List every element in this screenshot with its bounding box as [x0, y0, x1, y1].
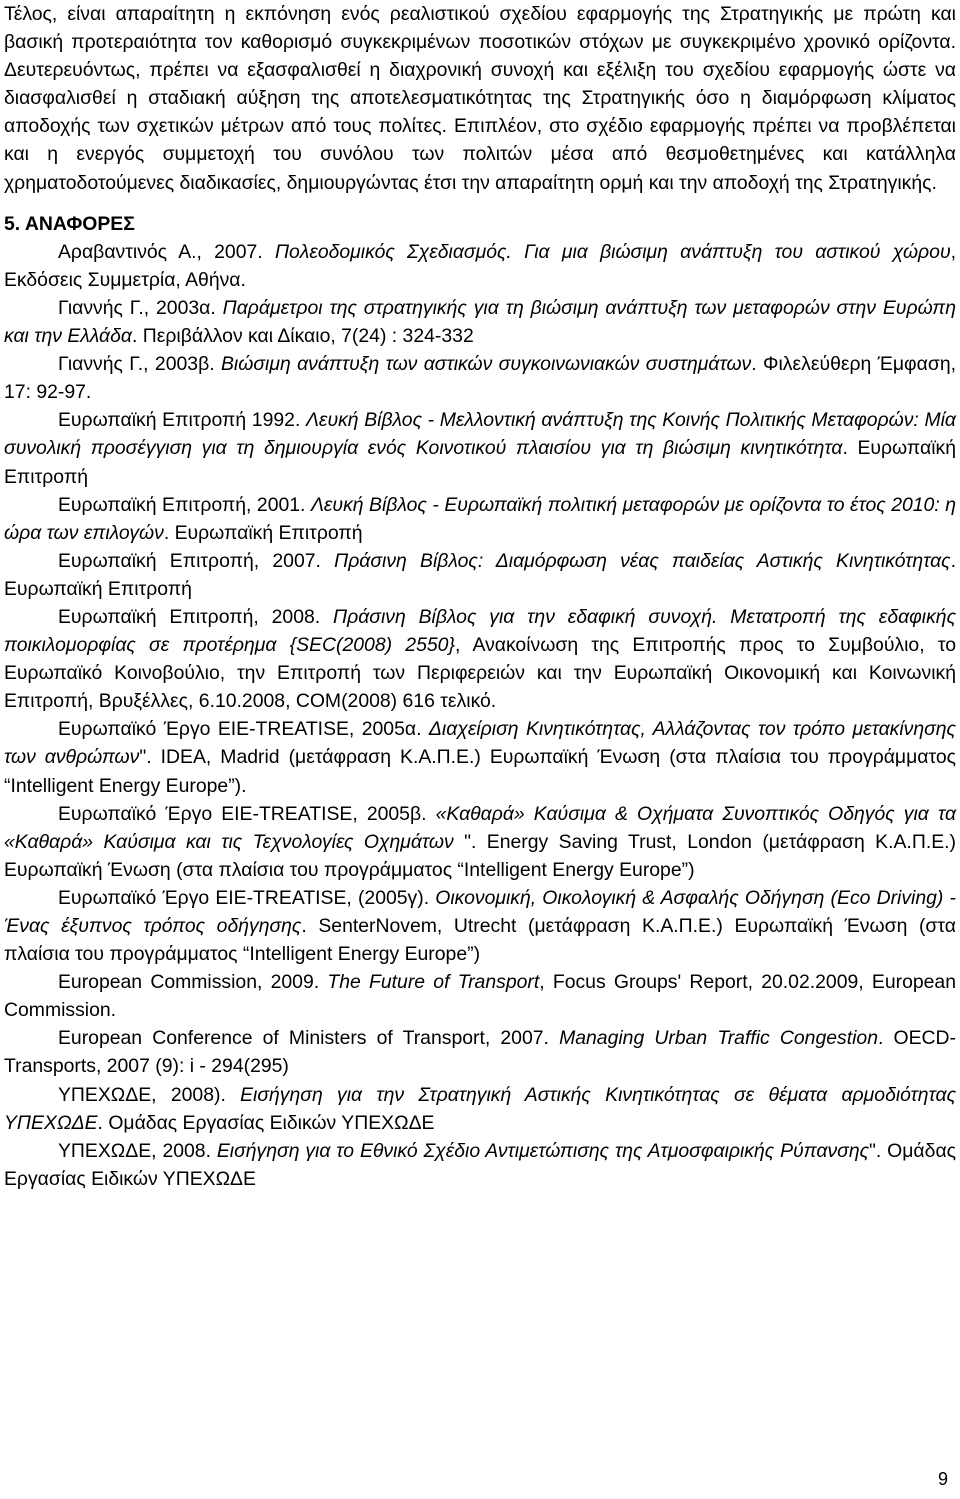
- reference-item: [4, 1081, 956, 1137]
- reference-item: [4, 800, 956, 884]
- reference-details: ". IDEA, Madrid (μετάφραση Κ.Α.Π.Ε.) Ευρωπαϊκή Ένωση (στα πλαίσια του προγράμματος “Intelligent Energy Europe”).: [4, 746, 957, 797]
- reference-title: Managing Urban Traffic Congestion: [559, 1027, 878, 1050]
- reference-title: Παράμετροι της στρατηγικής για τη βιώσιμη ανάπτυξη των μεταφορών στην Ευρώπη και την Ελλάδα: [4, 296, 956, 348]
- reference-author: Ευρωπαϊκό Έργο EIE-TREATISE, (2005γ).: [58, 886, 436, 909]
- reference-item: [4, 350, 956, 406]
- reference-details: , Ανακοίνωση της Επιτροπής προς το Συμβούλιο, το Ευρωπαϊκό Κοινοβούλιο, την Επιτροπή των Περιφερειών και την Ευρωπαϊκή Οικονομική και Κοινωνική Επιτροπή, Βρυξέλλες, 6.10.2008, COM(2008) 616 τελικό.: [4, 634, 956, 713]
- page-number: 9: [938, 1469, 949, 1489]
- reference-details: , Εκδόσεις Συμμετρία, Αθήνα.: [4, 240, 957, 291]
- reference-author: Ευρωπαϊκό Έργο EIE-TREATISE, 2005α.: [58, 718, 429, 741]
- reference-author: Αραβαντινός Α., 2007.: [58, 240, 275, 263]
- reference-author: European Commission, 2009.: [58, 971, 328, 994]
- reference-details: . SenterNovem, Utrecht (μετάφραση Κ.Α.Π.Ε.) Ευρωπαϊκή Ένωση (στα πλαίσια του προγράμματος “Intelligent Energy Europe”): [4, 915, 956, 966]
- reference-title: The Future of Transport: [327, 971, 540, 994]
- reference-item: [4, 294, 956, 350]
- reference-author: Ευρωπαϊκή Επιτροπή 1992.: [58, 409, 306, 432]
- reference-author: Γιαννής Γ., 2003α.: [58, 296, 223, 319]
- reference-details: . Ευρωπαϊκή Επιτροπή: [4, 437, 957, 488]
- reference-title: Οικονομική, Οικολογική & Ασφαλής Οδήγηση (Eco Driving) - Ένας έξυπνος τρόπος οδήγησης: [4, 886, 956, 937]
- reference-author: Ευρωπαϊκό Έργο EIE-TREATISE, 2005β.: [58, 802, 436, 825]
- reference-item: [4, 238, 956, 294]
- references-list: [4, 238, 956, 1193]
- reference-item: [4, 715, 956, 799]
- reference-details: . Φιλελεύθερη Έμφαση, 17: 92-97.: [4, 353, 956, 404]
- reference-details: ". Ομάδας Εργασίας Ειδικών ΥΠΕΧΩΔΕ: [4, 1139, 956, 1190]
- reference-item: [4, 1137, 956, 1193]
- reference-item: [4, 968, 956, 1024]
- reference-title: Λευκή Βίβλος - Μελλοντική ανάπτυξη της Κοινής Πολιτικής Μεταφορών: Μία συνολική προσέγγιση για τη δημιουργία ενός Κοινοτικού πλαισίου για τη βιώσιμη κινητικότητα: [4, 409, 956, 460]
- intro-paragraph: Τέλος, είναι απαραίτητη η εκπόνηση ενός ρεαλιστικού σχεδίου εφαρμογής της Στρατηγικής με πρώτη και βασική προτεραιότητα τον καθορισμό συγκεκριμένων ποσοτικών στόχων με συγκεκριμένο χρονικό ορίζοντα. Δευτερευόντως, πρέπει να εξασφαλισθεί η διαχρονική συνοχή και εξέλιξη του σχεδίου εφαρμογής ώστε να διασφαλισθεί η σταδιακή αύξηση της αποτελεσματικότητας της Στρατηγικής όσο η διαμόρφωση κλίματος αποδοχής των σχετικών μέτρων από τους πολίτες. Επιπλέον, στο σχέδιο εφαρμογής πρέπει να προβλέπεται και η ενεργός συμμετοχή του συνόλου των πολιτών μέσα από θεσμοθετημένες και κατάλληλα χρηματοδοτούμενες διαδικασίες, δημιουργώντας έτσι την απαραίτητη ορμή και την αποδοχή της Στρατηγικής.: [4, 3, 956, 194]
- reference-title: «Καθαρά» Καύσιμα & Οχήματα Συνοπτικός Οδηγός για τα «Καθαρά» Καύσιμα και τις Τεχνολογίες Οχημάτων: [4, 802, 957, 853]
- reference-author: Ευρωπαϊκή Επιτροπή, 2001.: [58, 493, 311, 516]
- reference-title: Βιώσιμη ανάπτυξη των αστικών συγκοινωνιακών συστημάτων: [220, 353, 752, 376]
- reference-item: [4, 603, 956, 715]
- reference-title: Πράσινη Βίβλος: Διαμόρφωση νέας παιδείας Αστικής Κινητικότητας: [334, 549, 951, 572]
- reference-title: Διαχείριση Κινητικότητας, Αλλάζοντας τον τρόπο μετακίνησης των ανθρώπων: [4, 718, 956, 769]
- reference-details: . Ευρωπαϊκή Επιτροπή: [163, 521, 363, 544]
- reference-author: Ευρωπαϊκή Επιτροπή, 2008.: [58, 605, 334, 628]
- reference-item: [4, 547, 956, 603]
- reference-author: European Conference of Ministers of Transport, 2007.: [58, 1027, 560, 1050]
- reference-details: . OECD-Transports, 2007 (9): i - 294(295): [4, 1027, 956, 1078]
- reference-details: . Περιβάλλον και Δίκαιο, 7(24) : 324-332: [131, 325, 474, 348]
- document-page: [4, 0, 956, 1193]
- reference-item: [4, 1024, 956, 1080]
- reference-title: Πολεοδομικός Σχεδιασμός. Για μια βιώσιμη ανάπτυξη του αστικού χώρου: [274, 240, 951, 263]
- reference-author: Γιαννής Γ., 2003β.: [58, 353, 221, 376]
- reference-title: Εισήγηση για το Εθνικό Σχέδιο Αντιμετώπισης της Ατμοσφαιρικής Ρύπανσης: [216, 1139, 870, 1162]
- reference-author: ΥΠΕΧΩΔΕ, 2008).: [58, 1083, 241, 1106]
- reference-title: Εισήγηση για την Στρατηγική Αστικής Κινητικότητας σε θέματα αρμοδιότητας ΥΠΕΧΩΔΕ: [4, 1083, 956, 1134]
- reference-details: . Ευρωπαϊκή Επιτροπή: [4, 549, 956, 600]
- reference-item: [4, 884, 956, 968]
- reference-title: Πράσινη Βίβλος για την εδαφική συνοχή. Μετατροπή της εδαφικής ποικιλομορφίας σε προτέρημα {SEC(2008) 2550}: [4, 605, 956, 657]
- reference-item: [4, 406, 956, 490]
- section-heading: 5. ΑΝΑΦΟΡΕΣ: [4, 212, 135, 235]
- reference-author: Ευρωπαϊκή Επιτροπή, 2007.: [58, 549, 335, 572]
- reference-author: ΥΠΕΧΩΔΕ, 2008.: [58, 1139, 217, 1162]
- reference-details: ". Energy Saving Trust, London (μετάφραση Κ.Α.Π.Ε.) Ευρωπαϊκή Ένωση (στα πλαίσια του προγράμματος “Intelligent Energy Europe”): [4, 830, 956, 881]
- reference-details: , Focus Groups' Report, 20.02.2009, European Commission.: [4, 971, 956, 1022]
- reference-details: . Ομάδας Εργασίας Ειδικών ΥΠΕΧΩΔΕ: [97, 1111, 435, 1134]
- reference-title: Λευκή Βίβλος - Ευρωπαϊκή πολιτική μεταφορών με ορίζοντα το έτος 2010: η ώρα των επιλογών: [4, 493, 957, 544]
- reference-item: [4, 491, 956, 547]
